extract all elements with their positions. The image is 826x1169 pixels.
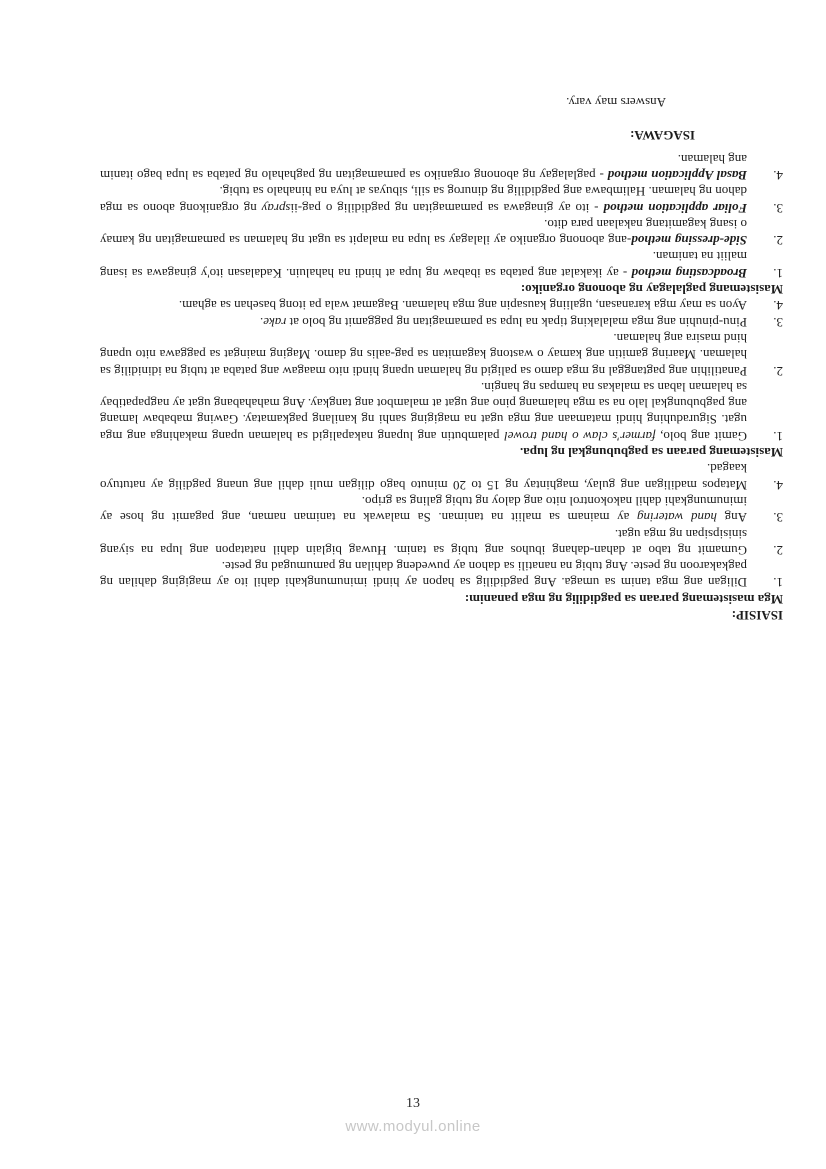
text-segment: - paglalagay ng abonong organiko sa pamamagitan ng paghahalo ng pataba sa lupa bago itanim ang halaman. (99, 151, 747, 184)
page-number: 13 (406, 1096, 420, 1111)
sections-container (100, 151, 783, 607)
list-item-text (100, 216, 747, 249)
list-item (100, 493, 783, 526)
list-item (100, 330, 783, 379)
watermark-text: www.modyul.online (345, 1118, 481, 1135)
list-item (100, 558, 783, 591)
section-heading: Masistemang paraan sa pagbubungkal ng lupa. (520, 445, 783, 461)
text-segment: spray (261, 200, 291, 216)
text-segment: Matapos madiligan ang gulay, maghintay ng 15 to 20 minuto bago diligan muli dahil ang unang pagdilig ay natutuyo kaagad. (100, 461, 747, 493)
list-item-number: 1. (773, 575, 783, 591)
section (100, 297, 783, 460)
list-item-number: 3. (773, 200, 783, 216)
list-item-number: 2. (773, 543, 783, 559)
list-item-number: 2. (773, 363, 783, 379)
text-segment: Gamit ang bolo, (655, 428, 747, 444)
section-heading: Masistemang paglalagay ng abonong organiko: (520, 282, 783, 298)
text-segment: Gumamit ng tabo at dahan-dahang ibuhos ang tubig sa tanim. Huwag biglain dahil natatapon ang lupa na siyang sinisipsipan ng mga ugat. (100, 526, 747, 559)
method-term: Side-dressing method (631, 233, 747, 249)
list-item (100, 314, 783, 330)
list-item-number: 3. (773, 314, 783, 330)
list-item (100, 151, 783, 184)
list-item (100, 297, 783, 313)
list-item-text (100, 151, 747, 184)
section (100, 460, 783, 607)
text-segment: - ito ay ginagawa sa pamamagitan ng pagdidilig o pag-ii (290, 200, 604, 216)
text-segment: ng organikong abono sa mga dahon ng halaman. Halimbawa ang pagdidilig ng dinurog sa sili, sibuyas at luya na hinahalo sa tubig. (99, 184, 747, 216)
method-term: Foliar application method (603, 200, 747, 216)
list-item-number: 4. (773, 477, 783, 493)
text-segment: . (259, 314, 264, 330)
text-segment: rake (263, 314, 287, 330)
list-item-number: 4. (773, 168, 783, 184)
rotated-document-content (100, 94, 783, 623)
list-item (100, 379, 783, 444)
text-segment: -ang abonong organiko ay ilalagay sa lupa na malapit sa ugat ng halaman sa pamamagitan ng kamay o isang kagamitang nakalaan para dito. (100, 217, 747, 249)
isagawa-answer: Answers may vary. (566, 95, 666, 111)
section (100, 151, 783, 298)
list-item (100, 248, 783, 281)
list-item-number: 1. (773, 428, 783, 444)
list-item-text (100, 493, 747, 526)
list-item-text (100, 330, 747, 379)
text-segment: Pinu-pinuhin ang mga malalaking tipak na lupa sa pamamagitan ng paggamit ng bolo at (286, 314, 747, 330)
list-item-text (100, 525, 747, 558)
isagawa-heading: ISAGAWA: (629, 128, 695, 144)
list-item-number: 3. (773, 510, 783, 526)
list-item-text (100, 183, 747, 216)
isaisip-heading: ISAISIP: (731, 608, 783, 624)
method-term: Basal Application method (607, 168, 747, 184)
text-segment: Ang (716, 510, 747, 526)
list-item-number: 1. (773, 265, 783, 281)
method-term: Broadcasting method (631, 265, 747, 281)
list-item-text (100, 558, 747, 591)
list-item (100, 525, 783, 558)
list-item (100, 216, 783, 249)
text-segment: Diligan ang mga tanim sa umaga. Ang pagdidilig sa hapon ay hindi iminumungkahi dahil ito ay magiging dahilan ng pagkakaroon ng peste. Ang tubig na nanatili sa dahon ay puwedeng dahilan ng pamumugad ng peste. (100, 559, 747, 591)
text-segment: ay mainam sa maliit na taniman. Sa malawak na taniman naman, ang pagamit ng hose ay iminumungkahi dahil nakokontrol nito ang daloy ng tubig galing sa gripo. (100, 494, 747, 526)
list-item-text (100, 248, 747, 281)
list-item-number: 2. (773, 233, 783, 249)
text-segment: hand watering (637, 510, 717, 526)
list-item-text (100, 297, 747, 313)
text-segment: Panatilihin ang pagtanggal ng mga damo sa paligid ng halaman upang hindi nito maagaw ang pataba at tubig na idinidilig sa halaman. Maaring gamitin ang kamay o wastong kagamitan sa pag-aalis ng damo. Maging maingat sa paggawa nito upang hind masira ang halaman. (100, 331, 747, 379)
list-item (100, 460, 783, 493)
text-segment: farmer's claw o hand trowel (504, 428, 656, 444)
list-item-text (100, 314, 747, 330)
text-segment: Ayon sa may mga karanasan, ugaliing kausapin ang mga halaman. Bagamat wala pa itong basehan sa agham. (178, 298, 747, 314)
list-item-text (100, 379, 747, 444)
list-item-text (100, 460, 747, 493)
section-heading: Mga masistemang paraan sa pagdidilig ng mga pananim: (464, 591, 783, 607)
list-item-number: 4. (773, 298, 783, 314)
text-segment: palambutin ang lupang nakapaligid sa halaman upang makahinga ang mga ugat. Siguraduhing hindi matamaan ang mga ugat na magiging sanhi ng kanilang pagkamatay. Gawing mababaw lamang ang pagbubungkal lalo na sa mga halamang pino ang ugat at malambot ang tangkay. Ang mahahabang ugat ay nagpapatibay sa halaman laban sa malakas na hampas ng hangin. (100, 380, 747, 444)
list-item (100, 183, 783, 216)
text-segment: - ay ikakalat ang pataba sa ibabaw ng lupa at hindi na hahaluin. Kadalasan ito'y ginagawa sa isang maliit na taniman. (100, 249, 747, 281)
